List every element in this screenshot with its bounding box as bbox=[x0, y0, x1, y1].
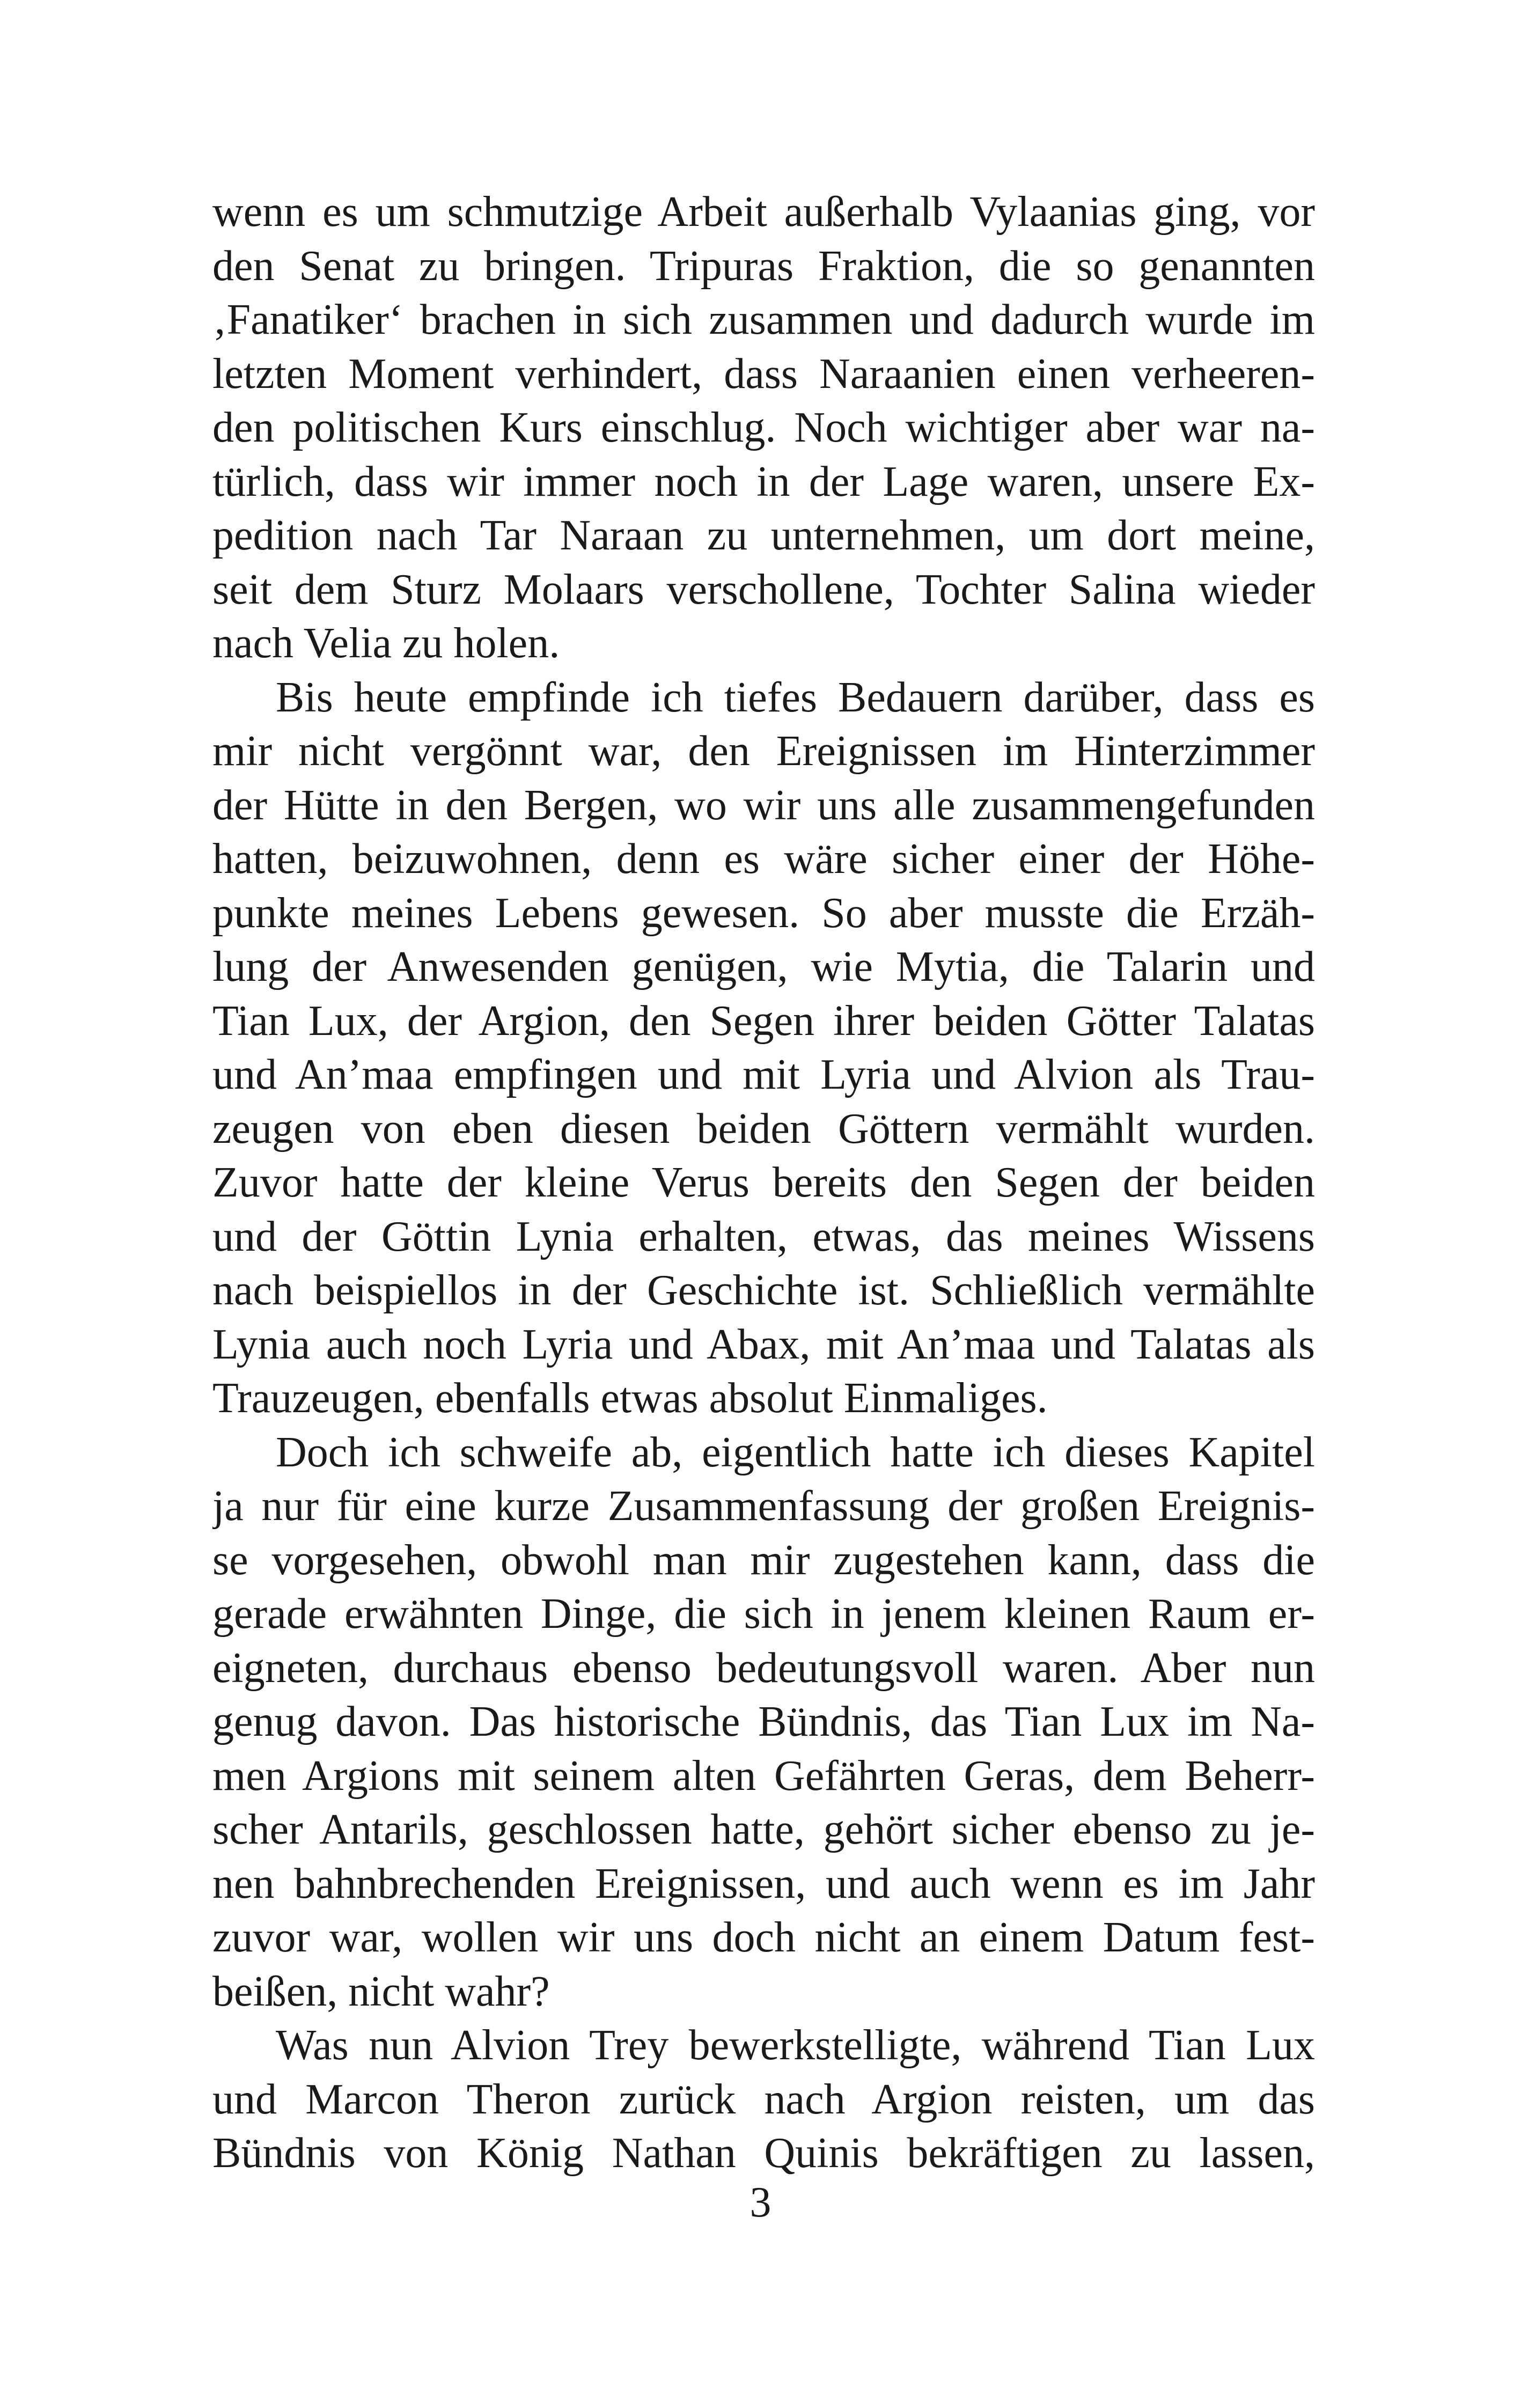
text-line: nach Velia zu holen. bbox=[212, 620, 560, 667]
text-line: pedition nach Tar Naraan zu unternehmen, um dort meine, bbox=[212, 512, 1315, 559]
text-line: nach beispiellos in der Geschichte ist. Schließlich vermählte bbox=[212, 1267, 1315, 1314]
text-line: men Argions mit seinem alten Gefährten Geras, dem Beherr- bbox=[212, 1752, 1315, 1800]
text-line: Zuvor hatte der kleine Verus bereits den Segen der beiden bbox=[212, 1159, 1315, 1206]
text-line: nen bahnbrechenden Ereignissen, und auch wenn es im Jahr bbox=[212, 1860, 1315, 1907]
text-line: Tian Lux, der Argion, den Segen ihrer beiden Götter Talatas bbox=[212, 997, 1315, 1045]
page-number: 3 bbox=[750, 2179, 771, 2226]
text-line: zeugen von eben diesen beiden Göttern vermählt wurden. bbox=[212, 1105, 1315, 1152]
text-line: Was nun Alvion Trey bewerkstelligte, während Tian Lux bbox=[276, 2022, 1315, 2069]
text-line: se vorgesehen, obwohl man mir zugestehen kann, dass die bbox=[212, 1536, 1315, 1584]
text-line: Lynia auch noch Lyria und Abax, mit An’maa und Talatas als bbox=[212, 1320, 1315, 1368]
text-line: gerade erwähnten Dinge, die sich in jenem kleinen Raum er- bbox=[212, 1590, 1315, 1638]
text-line: genug davon. Das historische Bündnis, das Tian Lux im Na- bbox=[212, 1698, 1315, 1745]
text-line: Doch ich schweife ab, eigentlich hatte ich dieses Kapitel bbox=[276, 1428, 1315, 1476]
text-line: den politischen Kurs einschlug. Noch wichtiger aber war na- bbox=[212, 404, 1315, 451]
body-text bbox=[212, 185, 1315, 2181]
text-line: türlich, dass wir immer noch in der Lage waren, unsere Ex- bbox=[212, 458, 1315, 505]
text-line: und der Göttin Lynia erhalten, etwas, das meines Wissens bbox=[212, 1213, 1315, 1260]
text-line: der Hütte in den Bergen, wo wir uns alle zusammengefunden bbox=[212, 781, 1315, 829]
paragraph bbox=[212, 2018, 1315, 2181]
text-line: punkte meines Lebens gewesen. So aber musste die Erzäh- bbox=[212, 889, 1315, 937]
text-line: seit dem Sturz Molaars verschollene, Tochter Salina wieder bbox=[212, 566, 1315, 613]
text-line: zuvor war, wollen wir uns doch nicht an einem Datum fest- bbox=[212, 1914, 1315, 1961]
text-line: scher Antarils, geschlossen hatte, gehört sicher ebenso zu je- bbox=[212, 1806, 1315, 1853]
text-line: und Marcon Theron zurück nach Argion reisten, um das bbox=[212, 2075, 1315, 2123]
text-line: ja nur für eine kurze Zusammenfassung der großen Ereignis- bbox=[212, 1482, 1315, 1530]
text-line: Bündnis von König Nathan Quinis bekräftigen zu lassen, bbox=[212, 2130, 1315, 2177]
text-line: beißen, nicht wahr? bbox=[212, 1967, 550, 2015]
text-line: mir nicht vergönnt war, den Ereignissen im Hinterzimmer bbox=[212, 728, 1315, 775]
paragraph bbox=[212, 671, 1315, 1426]
text-line: Bis heute empfinde ich tiefes Bedauern darüber, dass es bbox=[276, 673, 1315, 721]
paragraph bbox=[212, 185, 1315, 671]
text-line: hatten, beizuwohnen, denn es wäre sicher einer der Höhe- bbox=[212, 835, 1315, 883]
paragraph bbox=[212, 1426, 1315, 2019]
text-line: wenn es um schmutzige Arbeit außerhalb Vylaanias ging, vor bbox=[212, 188, 1315, 236]
text-line: ‚Fanatiker‘ brachen in sich zusammen und dadurch wurde im bbox=[212, 296, 1315, 343]
text-line: eigneten, durchaus ebenso bedeutungsvoll waren. Aber nun bbox=[212, 1644, 1315, 1692]
text-line: den Senat zu bringen. Tripuras Fraktion, die so genannten bbox=[212, 242, 1315, 290]
text-line: und An’maa empfingen und mit Lyria und Alvion als Trau- bbox=[212, 1051, 1315, 1098]
text-line: letzten Moment verhindert, dass Naraanien einen verheeren- bbox=[212, 350, 1315, 398]
text-line: Trauzeugen, ebenfalls etwas absolut Einmaliges. bbox=[212, 1375, 1048, 1422]
text-line: lung der Anwesenden genügen, wie Mytia, die Talarin und bbox=[212, 943, 1315, 990]
